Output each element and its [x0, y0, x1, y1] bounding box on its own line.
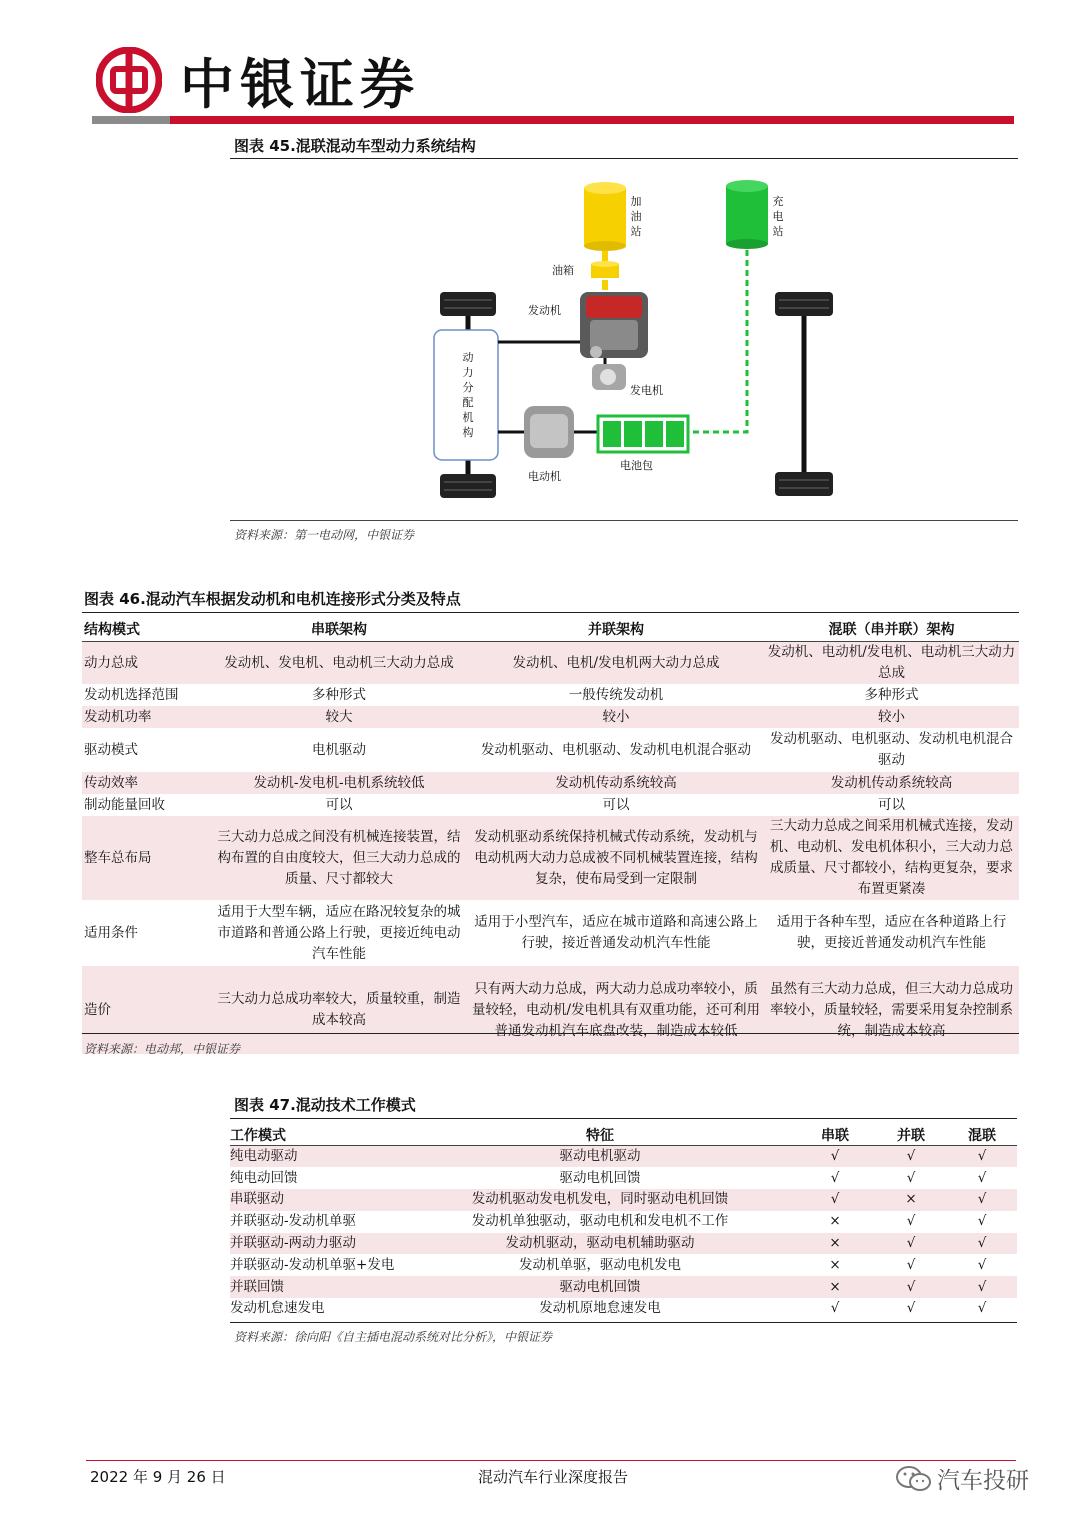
table-header-row	[82, 620, 1019, 642]
cell-series: √	[830, 1169, 840, 1186]
cell-parallel: 适用于小型汽车，适应在城市道路和高速公路上行驶，接近普通发动机汽车性能	[474, 914, 758, 951]
cell-series: 较大	[210, 706, 468, 728]
col-header-mixed: 混联（串并联）架构	[764, 620, 1019, 642]
col-header-mixed: 混联	[947, 1125, 1017, 1146]
row-label: 并联驱动-发动机单驱+发电	[230, 1256, 395, 1273]
hybrid-architecture-table	[82, 620, 1019, 1054]
table-row	[82, 900, 1019, 966]
gas-station-label: 加油站	[630, 195, 642, 238]
fig47-title: 图表 47.混动技术工作模式	[234, 1096, 416, 1114]
table-row	[82, 642, 1019, 685]
cell-parallel: 发动机驱动、电机驱动、发动机电机混合驱动	[481, 741, 751, 758]
cell-mixed: √	[977, 1213, 987, 1230]
cell-mixed: √	[977, 1169, 987, 1186]
engine-label: 发动机	[528, 304, 561, 317]
cell-parallel: 发动机、电机/发电机两大动力总成	[468, 642, 764, 685]
header-bar-grey	[92, 116, 170, 124]
cell-feature: 发动机驱动发电机发电，同时驱动电机回馈	[405, 1189, 795, 1211]
cell-series: ×	[795, 1233, 875, 1255]
table-row	[230, 1233, 1017, 1255]
cell-parallel: 可以	[602, 796, 630, 813]
table-row	[230, 1211, 1017, 1233]
battery-pack-icon	[598, 416, 688, 452]
cell-series: ×	[795, 1276, 875, 1298]
charging-station-label: 充电站	[772, 195, 784, 238]
left-rear-wheel-icon	[440, 474, 496, 498]
fig46-bottom-rule	[82, 1033, 1019, 1034]
cell-series: 三大动力总成功率较大，质量较重，制造成本较高	[210, 966, 468, 1054]
cell-series: 适用于大型车辆，适应在路况较复杂的城市道路和普通公路上行驶，更接近纯电动汽车性能	[217, 903, 461, 962]
cell-parallel: √	[906, 1256, 916, 1273]
generator-label: 发电机	[630, 384, 663, 397]
fuel-tank-icon	[591, 261, 619, 278]
col-header-series: 串联	[795, 1125, 875, 1146]
cell-series: 电机驱动	[312, 741, 366, 758]
row-label: 适用条件	[84, 924, 138, 941]
cell-mixed: 发动机驱动、电机驱动、发动机电机混合驱动	[770, 731, 1013, 768]
fig46-title: 图表 46.混动汽车根据发动机和电机连接形式分类及特点	[84, 590, 461, 608]
header-logo	[96, 40, 420, 120]
fig45-bottom-rule	[230, 520, 1018, 521]
header-bar-red	[170, 116, 1014, 124]
table-row	[230, 1146, 1017, 1168]
row-label: 发动机选择范围	[84, 686, 179, 703]
footer-rule	[86, 1460, 1016, 1461]
cell-mixed: √	[947, 1146, 1017, 1168]
footer-report-title: 混动汽车行业深度报告	[478, 1468, 629, 1486]
table-row	[230, 1276, 1017, 1298]
cell-series: √	[795, 1189, 875, 1211]
cell-parallel: √	[875, 1276, 947, 1298]
cell-series: 发动机-发电机-电机系统较低	[210, 772, 468, 794]
bank-of-china-logo-icon	[96, 47, 162, 113]
engine-icon	[580, 292, 648, 358]
row-label: 驱动模式	[84, 741, 138, 758]
cell-parallel: √	[906, 1213, 916, 1230]
row-label: 传动效率	[82, 772, 210, 794]
row-label: 串联驱动	[230, 1189, 405, 1211]
cell-parallel: 只有两大动力总成，两大动力总成功率较小，质量较轻，电动机/发电机具有双重功能，还可利用普通发动机汽车底盘改装，制造成本较低	[468, 966, 764, 1054]
cell-parallel: 发动机传动系统较高	[468, 772, 764, 794]
charging-station-icon	[726, 180, 768, 249]
fig46-top-rule	[82, 612, 1019, 613]
fig47-source: 资料来源：徐向阳《自主插电混动系统对比分析》，中银证券	[234, 1330, 553, 1344]
battery-label: 电池包	[620, 459, 653, 472]
charging-line	[688, 250, 747, 432]
cell-parallel: √	[875, 1146, 947, 1168]
cell-mixed: √	[977, 1300, 987, 1317]
col-header-feature: 特征	[405, 1125, 795, 1146]
row-label: 整车总布局	[82, 816, 210, 900]
cell-parallel: 发动机驱动系统保持机械式传动系统，发动机与电动机两大动力总成被不同机械装置连接，结构复杂，使布局受到一定限制	[468, 816, 764, 900]
cell-series: √	[795, 1146, 875, 1168]
fig47-bottom-rule	[230, 1322, 1017, 1323]
brand-name: 中银证券	[180, 51, 420, 116]
row-label: 并联回馈	[230, 1276, 405, 1298]
table-row	[82, 684, 1019, 706]
cell-series: 三大动力总成之间没有机械连接装置，结构布置的自由度较大，但三大动力总成的质量、尺寸都较大	[210, 816, 468, 900]
fig47-top-rule	[230, 1118, 1017, 1119]
row-label: 动力总成	[82, 642, 210, 685]
row-label: 发动机怠速发电	[230, 1300, 325, 1317]
watermark-text: 汽车投研	[937, 1468, 1029, 1494]
table-row	[82, 816, 1019, 900]
footer-date: 2022 年 9 月 26 日	[90, 1468, 226, 1486]
cell-parallel: √	[875, 1233, 947, 1255]
row-label: 并联驱动-两动力驱动	[230, 1233, 405, 1255]
cell-feature: 驱动电机驱动	[405, 1146, 795, 1168]
left-front-wheel-icon	[440, 292, 496, 316]
col-header-mode: 结构模式	[82, 620, 210, 642]
cell-series: ×	[829, 1256, 841, 1273]
table-row	[82, 728, 1019, 772]
table-row	[230, 1189, 1017, 1211]
fig45-top-rule	[230, 158, 1018, 159]
cell-mixed: 虽然有三大动力总成，但三大动力总成功率较小，质量较轻，需要采用复杂控制系统，制造成本较高	[764, 966, 1019, 1054]
table-row	[82, 772, 1019, 794]
row-label: 造价	[82, 966, 210, 1054]
cell-mixed: 可以	[878, 796, 905, 813]
cell-mixed: 较小	[764, 706, 1019, 728]
row-label: 纯电动回馈	[230, 1169, 298, 1186]
row-label: 发动机功率	[82, 706, 210, 728]
cell-mixed: 发动机、电动机/发电机、电动机三大动力总成	[764, 642, 1019, 685]
col-header-parallel: 并联架构	[468, 620, 764, 642]
wechat-icon	[895, 1465, 933, 1493]
fig45-source: 资料来源：第一电动网，中银证券	[234, 528, 415, 542]
cell-series: √	[830, 1300, 840, 1317]
cell-parallel: ×	[875, 1189, 947, 1211]
cell-feature: 发动机单独驱动，驱动电机和发电机不工作	[471, 1213, 729, 1230]
cell-mixed: √	[977, 1256, 987, 1273]
cell-parallel: √	[906, 1300, 916, 1317]
motor-icon	[524, 406, 574, 458]
hybrid-work-mode-table	[230, 1125, 1017, 1320]
cell-series: ×	[829, 1213, 841, 1230]
cell-feature: 发动机驱动，驱动电机辅助驱动	[405, 1233, 795, 1255]
cell-mixed: 三大动力总成之间采用机械式连接，发动机、电动机、发电机体积小，三大动力总成质量、尺寸都较小，结构更复杂，要求布置更紧凑	[764, 816, 1019, 900]
cell-mixed: 适用于各种车型，适应在各种道路上行驶，更接近普通发动机汽车性能	[776, 914, 1007, 951]
cell-feature: 驱动电机回馈	[405, 1276, 795, 1298]
cell-mixed: 多种形式	[864, 686, 919, 703]
generator-icon	[592, 364, 626, 390]
cell-mixed: √	[947, 1233, 1017, 1255]
cell-mixed: √	[947, 1189, 1017, 1211]
cell-feature: 驱动电机回馈	[559, 1169, 641, 1186]
fuel-tank-label: 油箱	[552, 264, 574, 277]
watermark	[895, 1462, 1029, 1495]
fig45-title: 图表 45.混联混动车型动力系统结构	[234, 137, 476, 155]
gas-station-icon	[584, 182, 626, 251]
powertrain-diagram	[420, 170, 860, 510]
power-split-label: 动力分配机构	[462, 351, 474, 439]
fig46-source: 资料来源：电动邦，中银证券	[84, 1042, 241, 1056]
cell-series: 发动机、发电机、电动机三大动力总成	[210, 642, 468, 685]
cell-series: 可以	[325, 796, 353, 813]
cell-feature: 发动机原地怠速发电	[539, 1300, 661, 1317]
right-front-wheel-icon	[775, 292, 833, 316]
row-label: 并联驱动-发动机单驱	[230, 1213, 357, 1230]
cell-parallel: √	[906, 1169, 916, 1186]
motor-label: 电动机	[528, 470, 561, 483]
cell-mixed: √	[947, 1276, 1017, 1298]
table-row	[82, 706, 1019, 728]
cell-mixed: 发动机传动系统较高	[764, 772, 1019, 794]
table-header-row	[230, 1125, 1017, 1146]
table-row	[230, 1167, 1017, 1189]
table-row	[230, 1254, 1017, 1276]
col-header-mode: 工作模式	[230, 1125, 405, 1146]
cell-series: 多种形式	[312, 686, 366, 703]
row-label: 制动能量回收	[84, 796, 165, 813]
cell-parallel: 一般传统发动机	[568, 686, 664, 703]
col-header-parallel: 并联	[875, 1125, 947, 1146]
cell-feature: 发动机单驱，驱动电机发电	[519, 1256, 681, 1273]
row-label: 纯电动驱动	[230, 1146, 405, 1168]
cell-parallel: 较小	[468, 706, 764, 728]
right-rear-wheel-icon	[775, 472, 833, 496]
table-row	[230, 1298, 1017, 1320]
table-row	[82, 794, 1019, 816]
col-header-series: 串联架构	[210, 620, 468, 642]
